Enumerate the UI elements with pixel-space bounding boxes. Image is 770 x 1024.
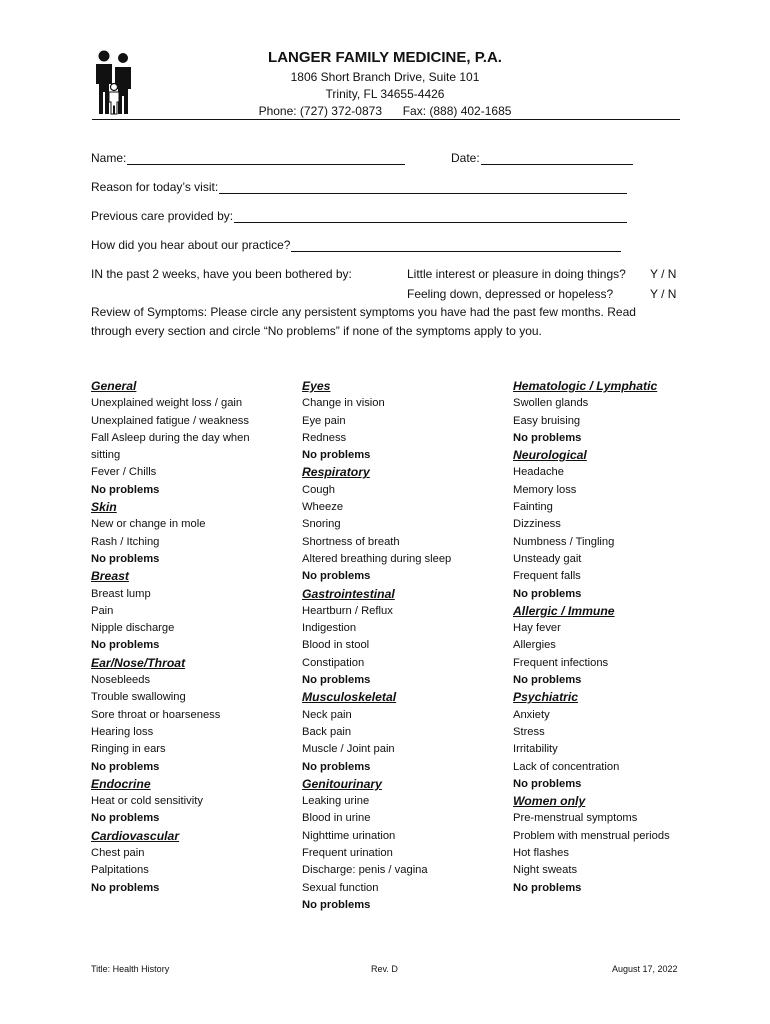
symptom-option[interactable]: Allergies bbox=[513, 639, 556, 652]
no-problems-option[interactable]: No problems bbox=[302, 570, 371, 583]
section-heading: Genitourinary bbox=[302, 776, 382, 791]
symptom-option[interactable]: Sore throat or hoarseness bbox=[91, 708, 221, 721]
referral-field bbox=[91, 238, 621, 252]
section-heading: Allergic / Immune bbox=[513, 603, 615, 618]
footer-title: Title: Health History bbox=[91, 964, 170, 974]
address-line-2: Trinity, FL 34655-4426 bbox=[325, 87, 445, 101]
no-problems-option[interactable]: No problems bbox=[302, 449, 371, 462]
date-label: Date: bbox=[451, 151, 480, 165]
past-weeks-label: IN the past 2 weeks, have you been bothered by: bbox=[91, 267, 352, 281]
symptom-option[interactable]: Chest pain bbox=[91, 847, 145, 860]
symptom-option[interactable]: Nighttime urination bbox=[302, 829, 396, 842]
reason-label: Reason for today’s visit: bbox=[91, 180, 219, 194]
symptom-option[interactable]: Shortness of breath bbox=[302, 535, 400, 548]
symptom-option[interactable]: Trouble swallowing bbox=[91, 691, 186, 704]
section-heading: Respiratory bbox=[302, 465, 370, 480]
symptom-option[interactable]: Rash / Itching bbox=[91, 535, 160, 548]
symptom-option[interactable]: Muscle / Joint pain bbox=[302, 743, 395, 756]
symptom-option[interactable]: Headache bbox=[513, 466, 565, 479]
footer-revision: Rev. D bbox=[371, 964, 398, 974]
no-problems-option[interactable]: No problems bbox=[91, 881, 160, 894]
symptom-option[interactable]: Hearing loss bbox=[91, 725, 154, 738]
symptom-option[interactable]: Redness bbox=[302, 431, 347, 444]
previous-care-input-line[interactable] bbox=[234, 209, 627, 223]
symptom-option[interactable]: Nipple discharge bbox=[91, 622, 175, 635]
section-heading: Neurological bbox=[513, 448, 587, 463]
footer-date: August 17, 2022 bbox=[612, 964, 678, 974]
symptom-option[interactable]: Fall Asleep during the day when bbox=[91, 431, 250, 444]
question-interest: Little interest or pleasure in doing things? bbox=[407, 267, 626, 281]
no-problems-option[interactable]: No problems bbox=[513, 881, 582, 894]
symptom-option[interactable]: New or change in mole bbox=[91, 518, 206, 531]
referral-input-line[interactable] bbox=[291, 238, 621, 252]
symptom-option[interactable]: Anxiety bbox=[513, 708, 550, 721]
symptom-option[interactable]: Leaking urine bbox=[302, 795, 370, 808]
header-divider bbox=[92, 119, 680, 120]
symptom-option[interactable]: Lack of concentration bbox=[513, 760, 620, 773]
section-heading: Ear/Nose/Throat bbox=[91, 655, 186, 670]
symptom-option[interactable]: Blood in urine bbox=[302, 812, 371, 825]
review-instructions-2: through every section and circle “No problems” if none of the symptoms apply to you. bbox=[91, 324, 542, 338]
previous-care-label: Previous care provided by: bbox=[91, 209, 234, 223]
symptom-option[interactable]: Cough bbox=[302, 483, 335, 496]
symptom-option[interactable]: Eye pain bbox=[302, 414, 346, 427]
symptom-option[interactable]: Indigestion bbox=[302, 622, 357, 635]
section-heading: Musculoskeletal bbox=[302, 690, 397, 705]
section-heading: Breast bbox=[91, 569, 129, 584]
symptom-option[interactable]: Heartburn / Reflux bbox=[302, 604, 393, 617]
symptom-option[interactable]: Neck pain bbox=[302, 708, 352, 721]
symptom-option[interactable]: Breast lump bbox=[91, 587, 151, 600]
section-heading: Eyes bbox=[302, 379, 331, 393]
symptom-option[interactable]: Back pain bbox=[302, 725, 352, 738]
symptom-option[interactable]: Swollen glands bbox=[513, 397, 589, 410]
symptom-option[interactable]: Fever / Chills bbox=[91, 466, 157, 479]
symptom-option[interactable]: Numbness / Tingling bbox=[513, 535, 615, 548]
symptom-option[interactable]: Pre-menstrual symptoms bbox=[513, 812, 638, 825]
symptom-column-3 bbox=[513, 378, 713, 897]
symptom-option[interactable]: Ringing in ears bbox=[91, 743, 166, 756]
contact-line bbox=[180, 104, 590, 118]
symptom-option[interactable]: Blood in stool bbox=[302, 639, 370, 652]
symptom-option[interactable]: Pain bbox=[91, 604, 114, 617]
section-heading: General bbox=[91, 379, 137, 393]
symptom-option[interactable]: Snoring bbox=[302, 518, 341, 531]
symptom-option[interactable]: Irritability bbox=[513, 743, 558, 756]
no-problems-option[interactable]: No problems bbox=[91, 760, 160, 773]
section-heading: Women only bbox=[513, 794, 586, 809]
name-field bbox=[91, 151, 405, 165]
symptom-option[interactable]: Change in vision bbox=[302, 397, 385, 410]
family-logo bbox=[93, 50, 135, 116]
no-problems-option[interactable]: No problems bbox=[513, 431, 582, 444]
no-problems-option[interactable]: No problems bbox=[302, 760, 371, 773]
section-heading: Endocrine bbox=[91, 776, 151, 791]
section-heading: Cardiovascular bbox=[91, 828, 180, 843]
symptom-option[interactable]: Easy bruising bbox=[513, 414, 581, 427]
question-depressed-yn[interactable]: Y / N bbox=[650, 287, 677, 301]
no-problems-option[interactable]: No problems bbox=[513, 674, 582, 687]
symptom-option[interactable]: Frequent urination bbox=[302, 847, 393, 860]
reason-field bbox=[91, 180, 627, 194]
section-heading: Psychiatric bbox=[513, 690, 579, 705]
phone-number: Phone: (727) 372-0873 bbox=[258, 104, 382, 118]
symptom-option[interactable]: Fainting bbox=[513, 501, 553, 514]
question-depressed: Feeling down, depressed or hopeless? bbox=[407, 287, 614, 301]
no-problems-option[interactable]: No problems bbox=[91, 552, 160, 565]
review-instructions-1: Review of Symptoms: Please circle any persistent symptoms you have had the past few months. Read bbox=[91, 305, 636, 319]
symptom-option[interactable]: Wheeze bbox=[302, 501, 344, 514]
date-field bbox=[451, 151, 633, 165]
symptom-option[interactable]: Problem with menstrual periods bbox=[513, 829, 670, 842]
symptom-option[interactable]: Constipation bbox=[302, 656, 365, 669]
fax-number: Fax: (888) 402-1685 bbox=[402, 104, 512, 118]
symptom-option[interactable]: Nosebleeds bbox=[91, 674, 151, 687]
symptom-option[interactable]: Dizziness bbox=[513, 518, 561, 531]
question-interest-yn[interactable]: Y / N bbox=[650, 267, 677, 281]
name-input-line[interactable] bbox=[127, 151, 405, 165]
symptom-option[interactable]: Altered breathing during sleep bbox=[302, 552, 452, 565]
symptom-option[interactable]: Sexual function bbox=[302, 881, 379, 894]
no-problems-option[interactable]: No problems bbox=[513, 777, 582, 790]
no-problems-option[interactable]: No problems bbox=[91, 639, 160, 652]
reason-input-line[interactable] bbox=[219, 180, 627, 194]
no-problems-option[interactable]: No problems bbox=[513, 587, 582, 600]
practice-name: LANGER FAMILY MEDICINE, P.A. bbox=[268, 49, 502, 66]
no-problems-option[interactable]: No problems bbox=[91, 812, 160, 825]
no-problems-option[interactable]: No problems bbox=[302, 674, 371, 687]
section-heading: Hematologic / Lymphatic bbox=[513, 379, 658, 393]
symptom-option[interactable]: sitting bbox=[91, 449, 121, 462]
symptom-option[interactable]: Night sweats bbox=[513, 864, 578, 877]
symptom-option[interactable]: Unsteady gait bbox=[513, 552, 582, 565]
name-label: Name: bbox=[91, 151, 127, 165]
symptom-option[interactable]: Discharge: penis / vagina bbox=[302, 864, 428, 877]
section-heading: Skin bbox=[91, 500, 117, 515]
symptom-option[interactable]: Frequent infections bbox=[513, 656, 609, 669]
symptom-option[interactable]: Heat or cold sensitivity bbox=[91, 795, 203, 808]
no-problems-option[interactable]: No problems bbox=[91, 483, 160, 496]
symptom-option[interactable]: Unexplained weight loss / gain bbox=[91, 397, 243, 410]
symptom-option[interactable]: Stress bbox=[513, 725, 545, 738]
no-problems-option[interactable]: No problems bbox=[302, 898, 371, 911]
symptom-option[interactable]: Memory loss bbox=[513, 483, 577, 496]
symptom-column-2 bbox=[302, 378, 502, 914]
address-line-1: 1806 Short Branch Drive, Suite 101 bbox=[290, 70, 480, 84]
referral-label: How did you hear about our practice? bbox=[91, 238, 291, 252]
previous-care-field bbox=[91, 209, 627, 223]
symptom-option[interactable]: Hay fever bbox=[513, 622, 561, 635]
symptom-column-1 bbox=[91, 378, 291, 897]
symptom-option[interactable]: Unexplained fatigue / weakness bbox=[91, 414, 249, 427]
symptom-option[interactable]: Palpitations bbox=[91, 864, 149, 877]
section-heading: Gastrointestinal bbox=[302, 586, 395, 601]
symptom-option[interactable]: Hot flashes bbox=[513, 847, 569, 860]
symptom-option[interactable]: Frequent falls bbox=[513, 570, 581, 583]
date-input-line[interactable] bbox=[481, 151, 633, 165]
